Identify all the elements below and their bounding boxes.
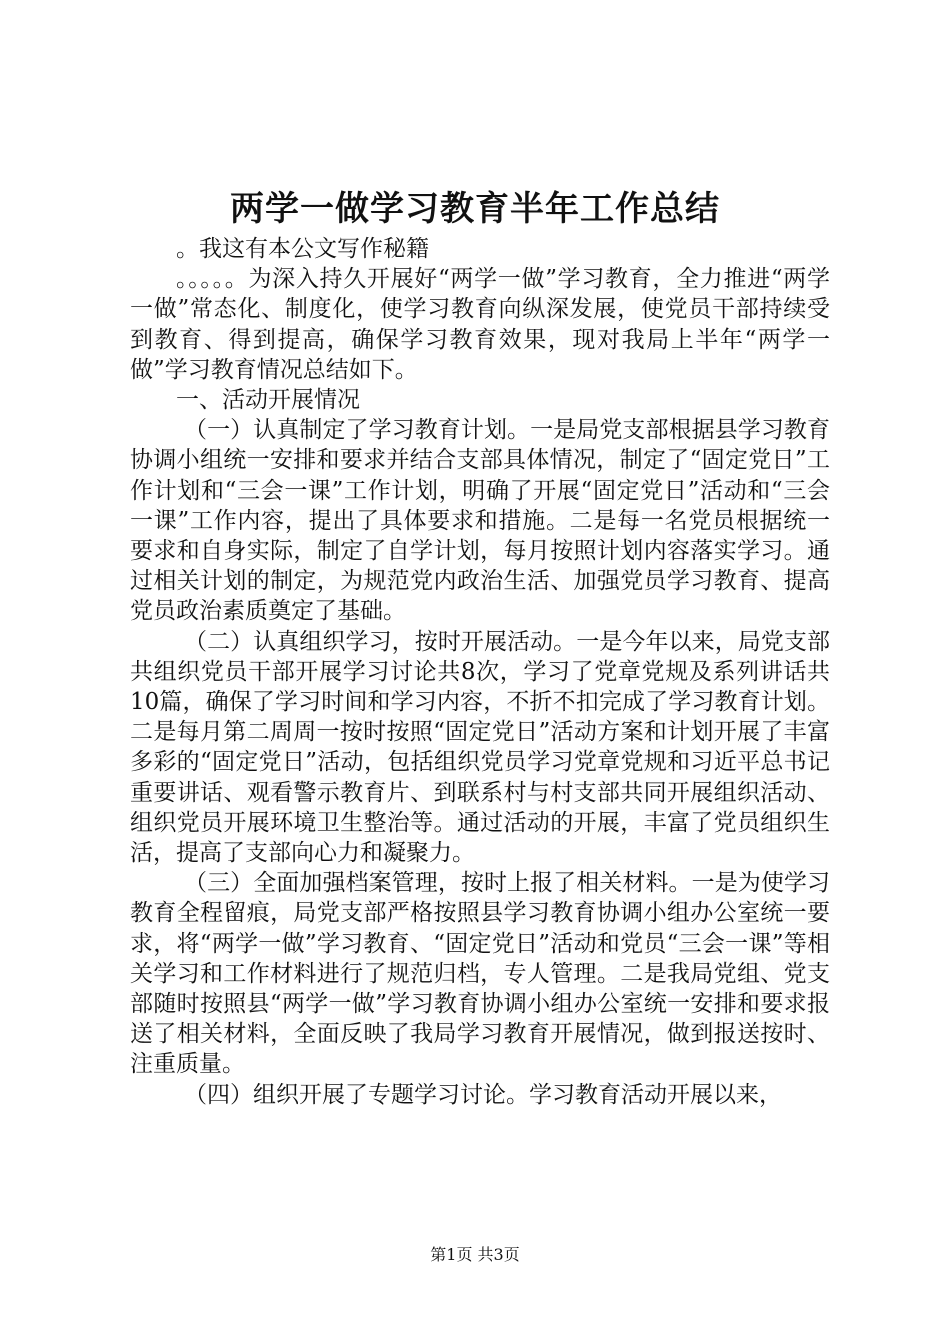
paragraph-opening: 。。。。。为深入持久开展好“两学一做”学习教育，全力推进“两学一做”常态化、制度化，使学习教育向纵深发展，使党员干部持续受到教育、得到提高，确保学习教育效果，现对我局上半年“两学一做”学习教育情况总结如下。	[130, 266, 830, 383]
paragraph-item-3: （三）全面加强档案管理，按时上报了相关材料。一是为使学习教育全程留痕，局党支部严格按照县学习教育协调小组办公室统一要求，将“两学一做”学习教育、“固定党日”活动和党员“三会一课”等相关学习和工作材料进行了规范归档，专人管理。二是我局党组、党支部随时按照县“两学一做”学习教育协调小组办公室统一安排和要求报送了相关材料，全面反映了我局学习教育开展情况，做到报送按时、注重质量。	[130, 870, 830, 1078]
paragraph-item-4: （四）组织开展了专题学习讨论。学习教育活动开展以来，	[184, 1081, 782, 1108]
document-title: 两学一做学习教育半年工作总结	[230, 189, 720, 229]
paragraph-intro-note: 。我这有本公文写作秘籍	[176, 236, 429, 262]
page-footer: 第1页 共3页	[430, 1245, 520, 1264]
paragraph-item-1: （一）认真制定了学习教育计划。一是局党支部根据县学习教育协调小组统一安排和要求并结合支部具体情况，制定了“固定党日”工作计划和“三会一课”工作计划，明确了开展“固定党日”活动和“三会一课”工作内容，提出了具体要求和措施。二是每一名党员根据统一要求和自身实际，制定了自学计划，每月按照计划内容落实学习。通过相关计划的制定，为规范党内政治生活、加强党员学习教育、提高党员政治素质奠定了基础。	[130, 417, 830, 625]
paragraph-item-2: （二）认真组织学习，按时开展活动。一是今年以来，局党支部共组织党员干部开展学习讨论共8次，学习了党章党规及系列讲话共10篇，确保了学习时间和学习内容，不折不扣完成了学习教育计划。二是每月第二周周一按时按照“固定党日”活动方案和计划开展了丰富多彩的“固定党日”活动，包括组织党员学习党章党规和习近平总书记重要讲话、观看警示教育片、到联系村与村支部共同开展组织活动、组织党员开展环境卫生整治等。通过活动的开展，丰富了党员组织生活，提高了支部向心力和凝聚力。	[130, 628, 830, 867]
section-heading-1: 一、活动开展情况	[176, 387, 360, 414]
document-body	[130, 234, 830, 1110]
